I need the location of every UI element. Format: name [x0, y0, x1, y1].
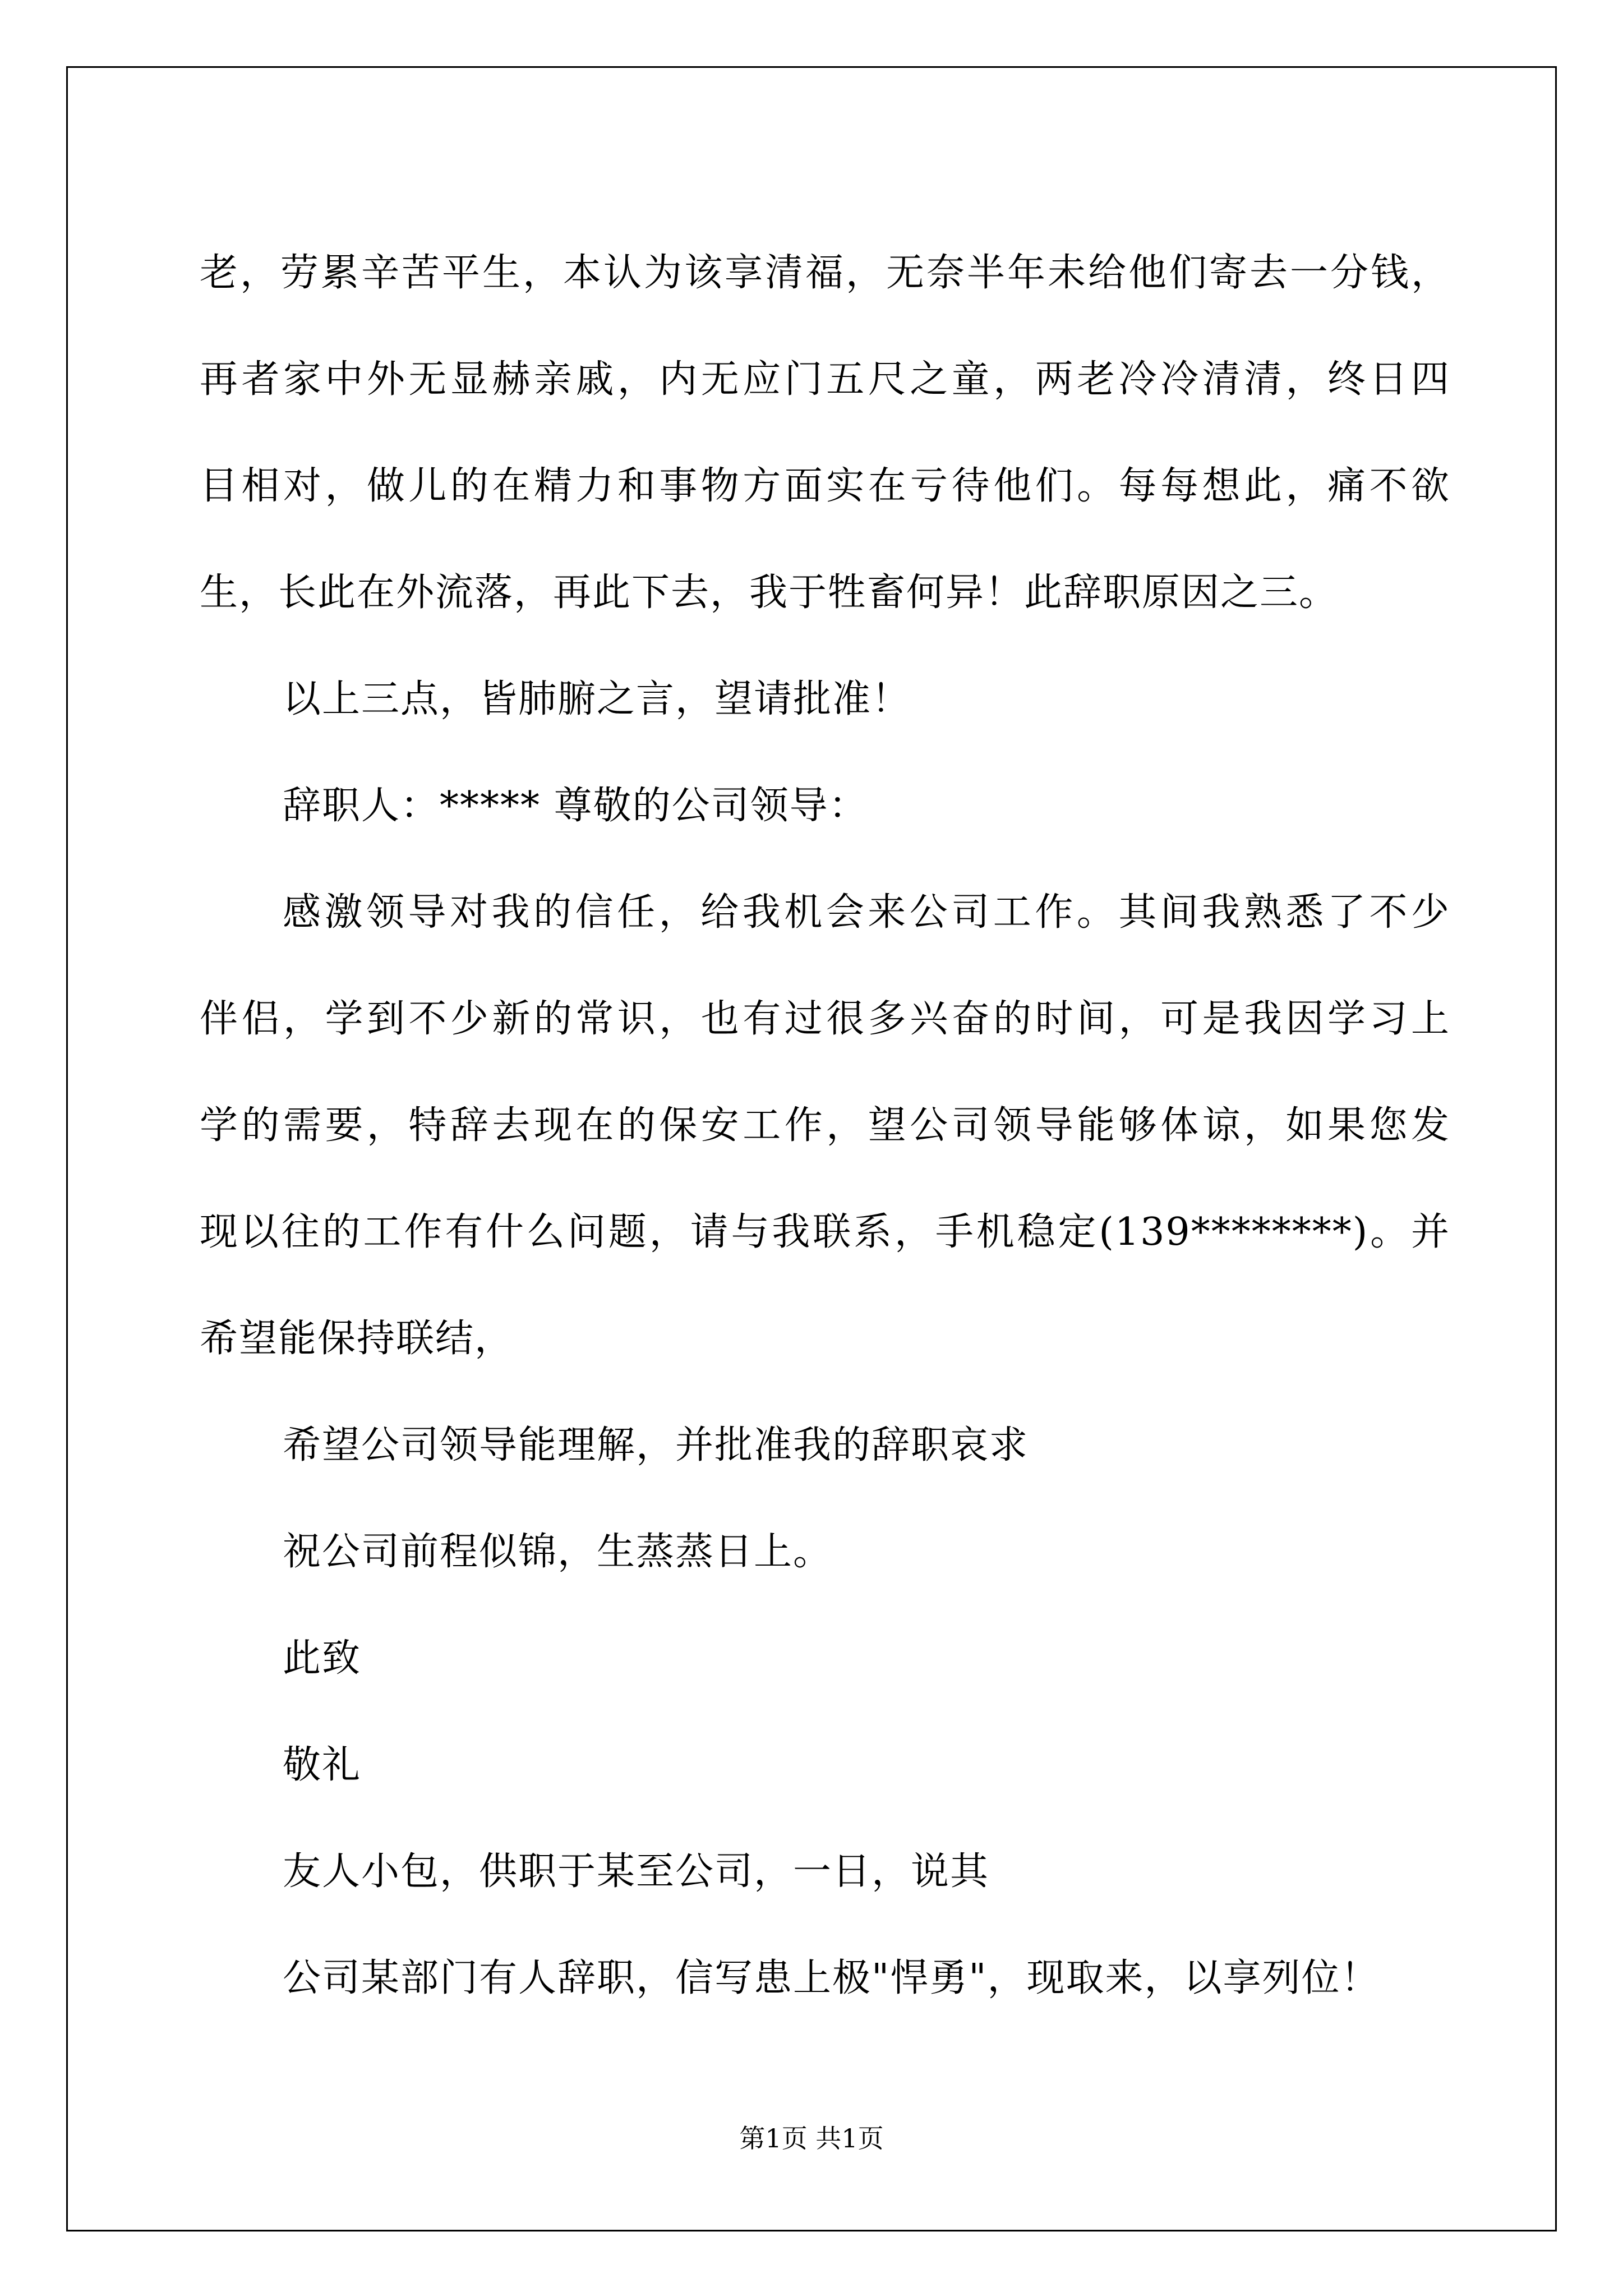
text-line: 再者家中外无显赫亲戚，内无应门五尺之童，两老冷冷清清，终日四 [200, 357, 1450, 402]
text-line: 生，长此在外流落，再此下去，我于牲畜何异！此辞职原因之三。 [200, 570, 1339, 615]
text-line: 希望公司领导能理解，并批准我的辞职哀求 [283, 1423, 1029, 1467]
text-line: 现以往的工作有什么问题，请与我联系，手机稳定(139********)。并 [200, 1210, 1450, 1254]
text-line: 伴侣，学到不少新的常识，也有过很多兴奋的时间，可是我因学习上 [200, 997, 1450, 1041]
text-line: 学的需要，特辞去现在的保安工作，望公司领导能够体谅，如果您发 [200, 1103, 1450, 1148]
text-line: 此致 [283, 1636, 362, 1681]
text-line: 敬礼 [283, 1743, 362, 1787]
document-body [200, 220, 1450, 2032]
text-line: 辞职人：***** 尊敬的公司领导： [283, 784, 868, 828]
text-line: 以上三点，皆肺腑之言，望请批准！ [283, 677, 911, 721]
text-line: 友人小包，供职于某至公司，一日，说其 [283, 1849, 990, 1894]
text-line: 希望能保持联结， [200, 1317, 514, 1361]
text-line: 公司某部门有人辞职，信写患上极"悍勇"，现取来，以享列位！ [283, 1956, 1380, 2000]
text-line: 老，劳累辛苦平生，本认为该享清福，无奈半年未给他们寄去一分钱， [200, 251, 1450, 295]
text-line: 目相对，做儿的在精力和事物方面实在亏待他们。每每想此，痛不欲 [200, 464, 1450, 508]
page-number-footer: 第1页 共1页 [739, 2123, 884, 2154]
text-line: 感激领导对我的信任，给我机会来公司工作。其间我熟悉了不少 [283, 890, 1450, 935]
text-line: 祝公司前程似锦，生蒸蒸日上。 [283, 1530, 833, 1574]
